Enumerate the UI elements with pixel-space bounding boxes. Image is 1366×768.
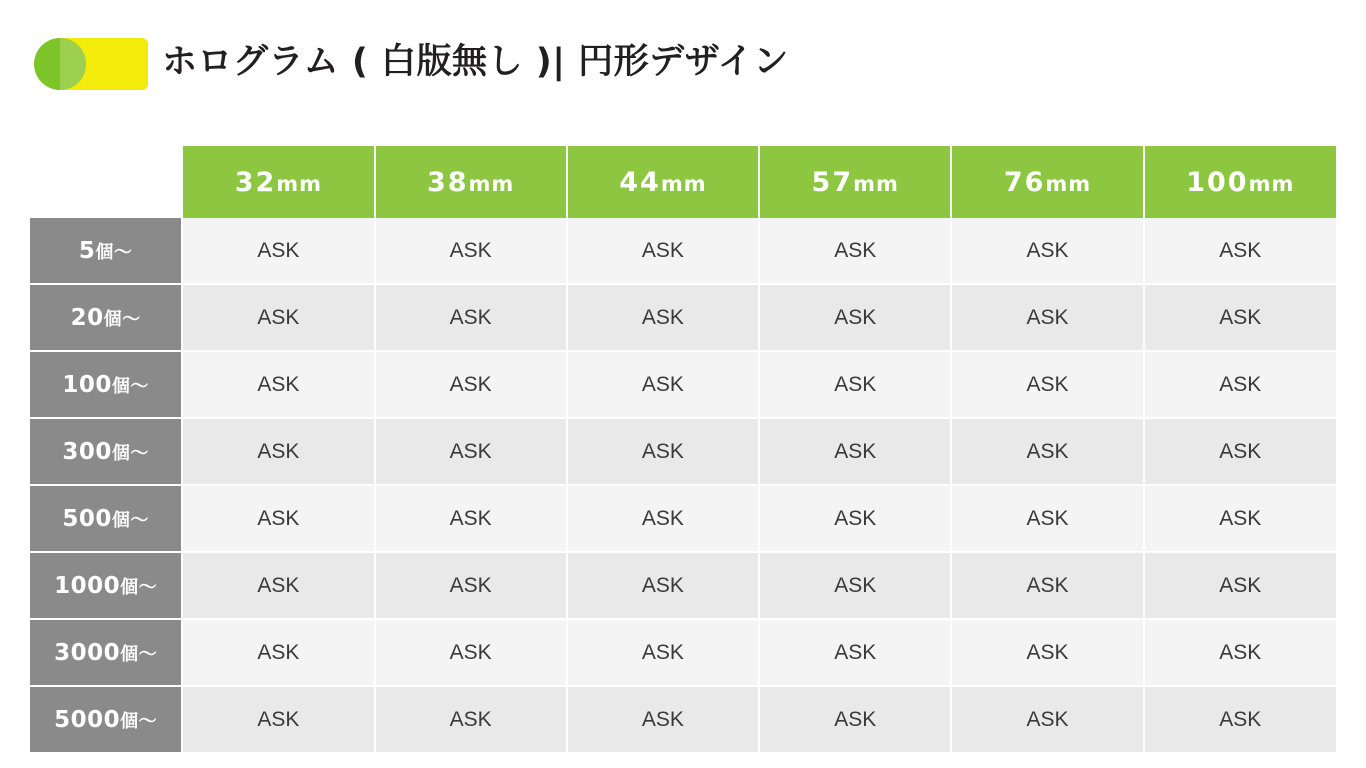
- price-cell: ASK: [951, 552, 1143, 619]
- price-cell: ASK: [375, 218, 567, 284]
- price-cell: ASK: [182, 351, 374, 418]
- price-cell: ASK: [567, 485, 759, 552]
- row-header-qty-20: [30, 284, 182, 351]
- price-cell: ASK: [375, 686, 567, 752]
- column-header-size-76-unit: mm: [1045, 171, 1092, 196]
- table-row: [30, 418, 1336, 485]
- row-header-qty-20-suffix: 個〜: [103, 308, 141, 330]
- row-header-qty-5000: [30, 686, 182, 752]
- price-cell: ASK: [182, 686, 374, 752]
- price-table: [30, 146, 1336, 752]
- price-cell: ASK: [1144, 351, 1336, 418]
- column-header-size-57: [759, 146, 951, 218]
- column-header-size-100-value: 100: [1186, 166, 1249, 198]
- column-header-size-44-unit: mm: [660, 171, 707, 196]
- price-cell: ASK: [951, 218, 1143, 284]
- column-header-size-38-unit: mm: [468, 171, 515, 196]
- price-cell: ASK: [951, 485, 1143, 552]
- column-header-size-57-unit: mm: [853, 171, 899, 196]
- table-row: [30, 218, 1336, 284]
- price-cell: ASK: [182, 218, 374, 284]
- column-header-size-100: [1144, 146, 1336, 218]
- column-header-size-57-value: 57: [811, 166, 854, 198]
- row-header-qty-3000: [30, 619, 182, 686]
- row-header-qty-500-suffix: 個〜: [111, 509, 149, 531]
- price-cell: ASK: [567, 351, 759, 418]
- row-header-qty-5-suffix: 個〜: [95, 241, 133, 263]
- price-cell: ASK: [951, 284, 1143, 351]
- price-cell: ASK: [182, 284, 374, 351]
- price-cell: ASK: [182, 418, 374, 485]
- column-header-size-32-unit: mm: [276, 171, 323, 196]
- price-cell: ASK: [375, 351, 567, 418]
- price-cell: ASK: [759, 552, 951, 619]
- table-header-row-group: [30, 146, 1336, 218]
- price-cell: ASK: [759, 418, 951, 485]
- row-header-qty-500-value: 500: [62, 505, 112, 532]
- price-cell: ASK: [567, 686, 759, 752]
- column-header-size-44: [567, 146, 759, 218]
- price-cell: ASK: [182, 619, 374, 686]
- price-cell: ASK: [951, 619, 1143, 686]
- price-table-container: [30, 146, 1336, 752]
- price-cell: ASK: [567, 418, 759, 485]
- price-cell: ASK: [951, 351, 1143, 418]
- table-row: [30, 686, 1336, 752]
- price-cell: ASK: [951, 686, 1143, 752]
- price-cell: ASK: [1144, 552, 1336, 619]
- price-cell: ASK: [375, 418, 567, 485]
- column-header-size-100-unit: mm: [1248, 171, 1295, 196]
- column-header-size-44-value: 44: [619, 166, 661, 198]
- row-header-qty-100: [30, 351, 182, 418]
- price-cell: ASK: [1144, 218, 1336, 284]
- table-header-row: [30, 146, 1336, 218]
- price-cell: ASK: [759, 485, 951, 552]
- row-header-qty-5-value: 5: [78, 237, 96, 264]
- table-row: [30, 351, 1336, 418]
- row-header-qty-1000: [30, 552, 182, 619]
- row-header-qty-20-value: 20: [70, 304, 104, 331]
- row-header-qty-1000-value: 1000: [54, 572, 121, 599]
- price-cell: ASK: [1144, 418, 1336, 485]
- brand-logo-icon: [30, 28, 148, 90]
- column-header-size-38: [375, 146, 567, 218]
- row-header-qty-100-value: 100: [62, 371, 112, 398]
- row-header-qty-5000-suffix: 個〜: [120, 710, 158, 732]
- table-row: [30, 485, 1336, 552]
- table-row: [30, 619, 1336, 686]
- price-cell: ASK: [375, 619, 567, 686]
- column-header-size-76: [951, 146, 1143, 218]
- price-cell: ASK: [759, 218, 951, 284]
- row-header-qty-1000-suffix: 個〜: [120, 576, 158, 598]
- price-cell: ASK: [1144, 619, 1336, 686]
- price-cell: ASK: [375, 552, 567, 619]
- price-cell: ASK: [567, 284, 759, 351]
- row-header-qty-3000-suffix: 個〜: [120, 643, 158, 665]
- row-header-qty-300-value: 300: [62, 438, 112, 465]
- table-row: [30, 552, 1336, 619]
- price-cell: ASK: [759, 686, 951, 752]
- row-header-qty-300-suffix: 個〜: [111, 442, 149, 464]
- price-cell: ASK: [375, 284, 567, 351]
- page-header: [30, 28, 789, 90]
- price-cell: ASK: [182, 485, 374, 552]
- row-header-qty-3000-value: 3000: [54, 639, 121, 666]
- table-corner-cell: [30, 146, 182, 218]
- price-cell: ASK: [375, 485, 567, 552]
- table-body: [30, 218, 1336, 752]
- price-cell: ASK: [567, 619, 759, 686]
- price-cell: ASK: [759, 351, 951, 418]
- price-cell: ASK: [567, 552, 759, 619]
- row-header-qty-5: [30, 218, 182, 284]
- row-header-qty-100-suffix: 個〜: [111, 375, 149, 397]
- row-header-qty-300: [30, 418, 182, 485]
- price-cell: ASK: [1144, 284, 1336, 351]
- price-cell: ASK: [759, 619, 951, 686]
- price-cell: ASK: [759, 284, 951, 351]
- price-cell: ASK: [951, 418, 1143, 485]
- column-header-size-38-value: 38: [426, 166, 469, 198]
- column-header-size-32: [182, 146, 374, 218]
- price-cell: ASK: [182, 552, 374, 619]
- price-cell: ASK: [567, 218, 759, 284]
- column-header-size-76-value: 76: [1003, 166, 1046, 198]
- price-cell: ASK: [1144, 485, 1336, 552]
- price-cell: ASK: [1144, 686, 1336, 752]
- table-row: [30, 284, 1336, 351]
- row-header-qty-5000-value: 5000: [54, 706, 121, 733]
- page-title: ホログラム ( 白版無し )| 円形デザイン: [162, 42, 789, 82]
- column-header-size-32-value: 32: [234, 166, 277, 198]
- row-header-qty-500: [30, 485, 182, 552]
